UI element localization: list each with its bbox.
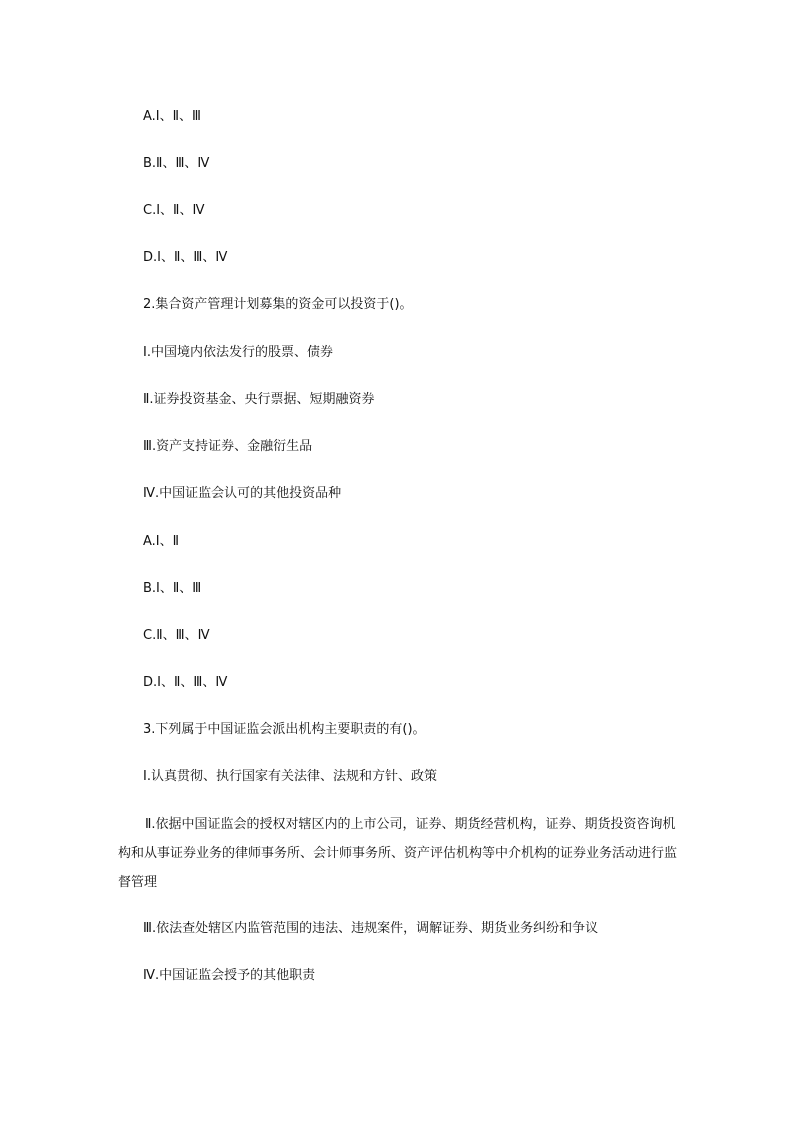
q2-item-4: Ⅳ.中国证监会认可的其他投资品种: [143, 486, 342, 501]
q2-item-1: Ⅰ.中国境内依法发行的股票、债券: [143, 345, 333, 360]
q2-item-2: Ⅱ.证券投资基金、央行票据、短期融资券: [143, 392, 375, 407]
q2-option-d: D.Ⅰ、Ⅱ、Ⅲ、Ⅳ: [143, 675, 228, 690]
q3-stem: 3.下列属于中国证监会派出机构主要职责的有()。: [143, 722, 426, 737]
q3-item-2: Ⅱ.依据中国证监会的授权对辖区内的上市公司，证券、期货经营机构，证券、期货投资咨询机构和从事证券业务的律师事务所、会计师事务所、资产评估机构等中介机构的证券业务活动进行监督管理: [118, 817, 678, 890]
q2-option-b: B.Ⅰ、Ⅱ、Ⅲ: [143, 581, 202, 596]
q1-option-c: C.Ⅰ、Ⅱ、Ⅳ: [143, 203, 205, 218]
q2-item-3: Ⅲ.资产支持证券、金融衍生品: [143, 439, 313, 454]
q3-item-1: Ⅰ.认真贯彻、执行国家有关法律、法规和方针、政策: [143, 769, 437, 784]
q2-option-a: A.Ⅰ、Ⅱ: [143, 534, 180, 549]
q3-item-3: Ⅲ.依法查处辖区内监管范围的违法、违规案件，调解证券、期货业务纠纷和争议: [143, 921, 599, 936]
q1-option-a: A.Ⅰ、Ⅱ、Ⅲ: [143, 109, 201, 124]
q3-item-4: Ⅳ.中国证监会授予的其他职责: [143, 968, 316, 983]
q1-option-d: D.Ⅰ、Ⅱ、Ⅲ、Ⅳ: [143, 250, 228, 265]
q2-option-c: C.Ⅱ、Ⅲ、Ⅳ: [143, 628, 210, 643]
q2-stem: 2.集合资产管理计划募集的资金可以投资于()。: [143, 297, 413, 312]
q1-option-b: B.Ⅱ、Ⅲ、Ⅳ: [143, 156, 210, 171]
